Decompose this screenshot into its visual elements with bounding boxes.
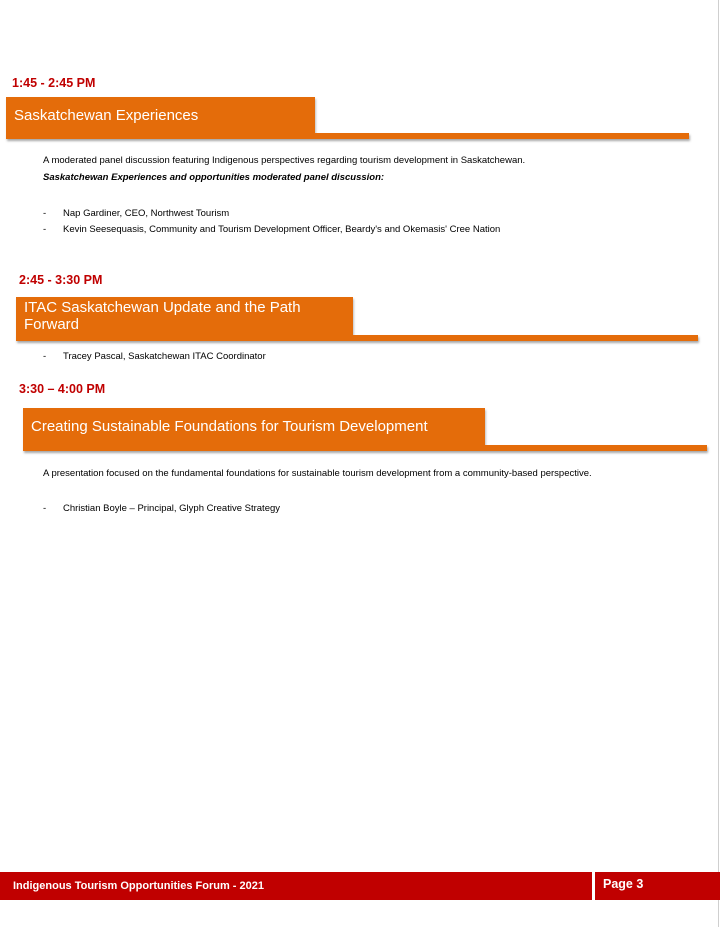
bullet-dash: - [43,224,47,235]
session-2-title: ITAC Saskatchewan Update and the Path Forward [24,299,301,333]
session-1-description: A moderated panel discussion featuring Indigenous perspectives regarding tourism development in Saskatchewan. [43,155,526,166]
session-2-rule [16,335,698,341]
bullet-dash: - [43,351,47,362]
session-2-title-banner [16,297,353,335]
session-3-rule [23,445,707,451]
session-3-title: Creating Sustainable Foundations for Tourism Development [31,418,428,435]
page-number: Page 3 [603,877,644,891]
session-1-title: Saskatchewan Experiences [14,106,199,124]
session-3-time: 3:30 – 4:00 PM [19,382,106,396]
session-2-time: 2:45 - 3:30 PM [19,273,103,287]
session-1-title-banner [6,97,315,133]
list-item-text: Christian Boyle – Principal, Glyph Creative Strategy [63,503,281,514]
bullet-dash: - [43,208,47,219]
list-item-text: Tracey Pascal, Saskatchewan ITAC Coordinator [63,351,266,362]
session-3-title-banner [23,408,485,445]
list-item-text: Nap Gardiner, CEO, Northwest Tourism [63,208,230,219]
page-footer [0,872,720,900]
bullet-dash: - [43,503,47,514]
session-1-rule [6,133,689,139]
footer-divider [592,872,595,900]
footer-title: Indigenous Tourism Opportunities Forum - 2021 [13,880,264,892]
session-3-description: A presentation focused on the fundamental foundations for sustainable tourism development from a community-based perspective. [43,468,592,479]
session-1-time: 1:45 - 2:45 PM [12,76,96,90]
session-1-subheading: Saskatchewan Experiences and opportunities moderated panel discussion: [43,172,385,183]
list-item-text: Kevin Seesequasis, Community and Tourism Development Officer, Beardy's and Okemasis' Cree Nation [63,224,501,235]
